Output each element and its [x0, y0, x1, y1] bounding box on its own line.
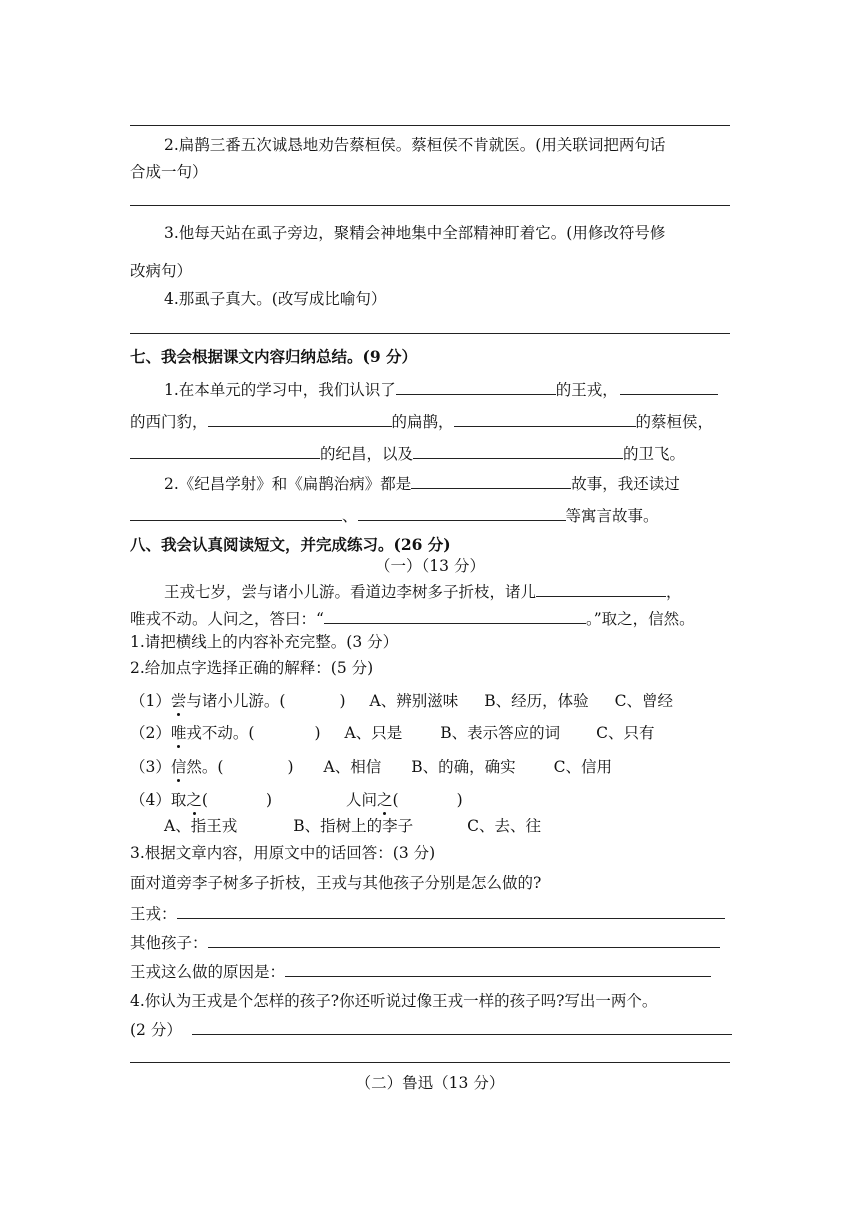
option-b: B、经历，体验 — [484, 692, 589, 710]
s7-q1-row1 — [164, 378, 718, 401]
s8-q3: 3.根据文章内容，用原文中的话回答：(3 分) — [130, 844, 436, 862]
fill-blank[interactable] — [130, 504, 342, 521]
text: 的西门豹， — [130, 413, 208, 431]
text: 等寓言故事。 — [565, 507, 659, 525]
s7-q2-row2 — [130, 504, 659, 527]
option-b: B、的确，确实 — [411, 758, 516, 776]
dotted-char: 尝 — [170, 692, 187, 710]
s8-q2-item1 — [130, 690, 673, 712]
dotted-char: 之 — [377, 791, 393, 809]
fill-blank[interactable] — [396, 378, 556, 395]
s8-q2-item4 — [130, 789, 463, 811]
part2-title: （二）鲁迅（13 分） — [355, 1074, 505, 1092]
s8-q3-others-row — [130, 931, 720, 954]
option-a: A、辨别滋味 — [369, 692, 459, 710]
fill-blank[interactable] — [358, 504, 566, 521]
text: 戎不动。( — [186, 724, 255, 742]
dotted-char: 信 — [170, 758, 187, 776]
s8-q2: 2.给加点字选择正确的解释：(5 分) — [130, 659, 374, 677]
text: （4）取 — [130, 791, 187, 809]
text: ) — [287, 758, 294, 776]
fill-blank[interactable] — [413, 442, 623, 459]
text: 唯戎不动。人问之，答曰：“ — [130, 610, 324, 628]
part1-title: （一）（13 分） — [375, 557, 485, 575]
section8-title: 八、我会认真阅读短文，并完成练习。(26 分) — [130, 535, 451, 554]
passage-row1 — [164, 580, 682, 603]
label-reason: 王戎这么做的原因是： — [130, 963, 286, 981]
s8-q2-item4-options — [164, 815, 541, 837]
option-a: A、指王戎 — [164, 817, 238, 835]
s6-q2-line1: 2.扁鹊三番五次诚恳地劝告蔡桓侯。蔡桓侯不肯就医。(用关联词把两句话 — [164, 136, 666, 154]
option-c: C、曾经 — [614, 692, 673, 710]
text: 的王戎， — [555, 381, 618, 399]
text: ( — [201, 791, 208, 809]
text: 的扁鹊， — [391, 413, 454, 431]
fill-blank[interactable] — [192, 1018, 732, 1035]
text: ) — [265, 791, 273, 809]
option-a: A、相信 — [323, 758, 382, 776]
option-b: B、指树上的李子 — [293, 817, 414, 835]
fill-blank[interactable] — [208, 410, 392, 427]
fill-blank[interactable] — [411, 472, 571, 489]
text: 的纪昌，以及 — [320, 445, 414, 463]
dotted-char: 之 — [186, 791, 202, 809]
s7-q1-row3 — [130, 442, 685, 465]
s8-q3-reason-row — [130, 960, 711, 983]
s6-q3-line1: 3.他每天站在虱子旁边，聚精会神地集中全部精神盯着它。(用修改符号修 — [164, 224, 666, 242]
s7-q2-row1 — [164, 472, 680, 495]
text: ) — [339, 692, 346, 710]
text: （2） — [130, 724, 171, 742]
passage-row2 — [130, 607, 695, 630]
text: 的蔡桓侯， — [635, 413, 714, 431]
text: ( — [392, 791, 399, 809]
fill-blank[interactable] — [285, 960, 711, 977]
s8-q4: 4.你认为王戎是个怎样的孩子?你还听说过像王戎一样的孩子吗?写出一两个。 — [130, 992, 658, 1010]
text: 故事，我还读过 — [571, 475, 680, 493]
fill-blank[interactable] — [130, 442, 320, 459]
answer-line[interactable] — [130, 1062, 730, 1063]
text: 的卫飞。 — [623, 445, 686, 463]
score-label: (2 分） — [130, 1021, 182, 1039]
fill-blank[interactable] — [324, 607, 586, 624]
option-c: C、只有 — [596, 724, 655, 742]
text: 然。( — [186, 758, 224, 776]
s6-q4: 4.那虱子真大。(改写成比喻句） — [164, 290, 387, 308]
s8-q2-item3 — [130, 756, 612, 778]
text: ) — [456, 791, 463, 809]
fill-blank[interactable] — [620, 378, 718, 395]
label-others: 其他孩子： — [130, 934, 208, 952]
text: 1.在本单元的学习中，我们认识了 — [164, 381, 396, 399]
text: 2.《纪昌学射》和《扁鹊治病》都是 — [164, 475, 412, 493]
label-wangrong: 王戎： — [130, 905, 177, 923]
s7-q1-row2 — [130, 410, 713, 433]
s8-q2-item2 — [130, 722, 655, 744]
answer-line[interactable] — [130, 125, 730, 126]
s6-q2-line2: 合成一句） — [130, 163, 208, 181]
option-b: B、表示答应的词 — [440, 724, 561, 742]
answer-line[interactable] — [130, 205, 730, 206]
s8-q3-question: 面对道旁李子树多子折枝，王戎与其他孩子分别是怎么做的? — [130, 874, 542, 892]
text: 王戎七岁，尝与诸小儿游。看道边李树多子折枝，诸儿 — [164, 583, 537, 601]
text: 、 — [342, 507, 358, 525]
text: （3） — [130, 758, 171, 776]
text: 人问 — [346, 791, 378, 809]
option-a: A、只是 — [344, 724, 403, 742]
text: 。”取之，信然。 — [585, 610, 695, 628]
s8-q4-row — [130, 1018, 732, 1041]
option-c: C、信用 — [553, 758, 612, 776]
answer-line[interactable] — [130, 333, 730, 334]
section7-title: 七、我会根据课文内容归纳总结。(9 分） — [130, 347, 418, 366]
s6-q3-line2: 改病句） — [130, 262, 193, 280]
text: 与诸小儿游。( — [186, 692, 286, 710]
option-c: C、去、往 — [467, 817, 541, 835]
fill-blank[interactable] — [536, 580, 666, 597]
fill-blank[interactable] — [177, 902, 725, 919]
text: （1） — [130, 692, 171, 710]
fill-blank[interactable] — [208, 931, 720, 948]
text: ， — [666, 583, 682, 601]
text: ) — [314, 724, 321, 742]
fill-blank[interactable] — [454, 410, 636, 427]
s8-q1: 1.请把横线上的内容补充完整。(3 分） — [130, 633, 399, 651]
dotted-char: 唯 — [170, 724, 187, 742]
s8-q3-wangrong-row — [130, 902, 725, 925]
